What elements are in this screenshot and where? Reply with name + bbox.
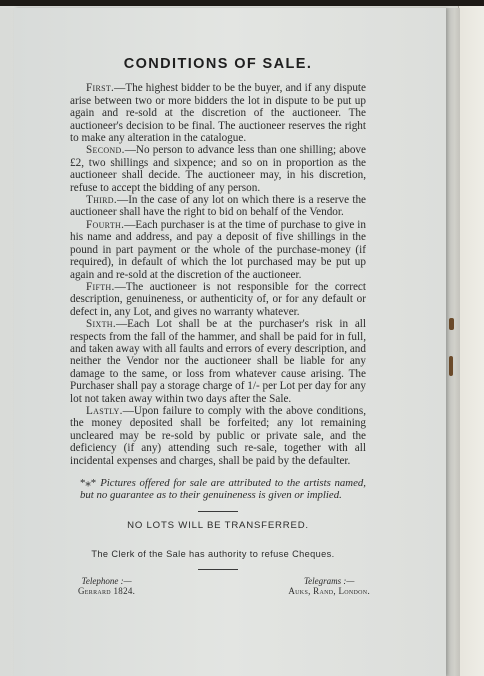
transfer-notice: NO LOTS WILL BE TRANSFERRED. [127,520,309,531]
clause-lead: Fourth. [86,218,125,231]
clause-lead: Second. [86,144,125,157]
page-title: CONDITIONS OF SALE. [123,56,313,72]
telegrams-label: Telegrams :— [303,575,355,586]
divider [198,569,238,570]
clause-text: —Each Lot shall be at the purchaser's risk in all respects from the fall of the hammer, and shall be paid for in full, and taken away with all faults and errors of every description, and neither the Vendor nor the auctioneer shall be liable for any damage to the same, or loss from whatever cause arising. The Purchaser shall pay a storage charge of 1/- per Lot per day for any lot not taken away within two days after the Sale. [70,318,366,405]
paper-damage-mark [449,356,453,376]
attribution-note [80,477,366,501]
telephone-value: Gerrard 1824. [78,585,136,596]
clerk-notice: The Clerk of the Sale has authority to refuse Cheques. [91,549,335,560]
telegrams-block [288,576,370,596]
clause-text: —The highest bidder to be the buyer, and if any dispute arise between two or more bidders the lot in dispute to be put up again and re-sold at the discretion of the auctioneer. The auctioneer's decision to be final. The auctioneer reserves the right to make any alteration in the catalogue. [70,82,366,145]
clause-lead: Fifth. [86,280,115,293]
clause-first [70,82,366,144]
clause-fourth [70,219,366,281]
clause-text: —The auctioneer is not responsible for the correct description, genuineness, or authenticity of, or for any default or defect in, any Lot, and gives no warranty whatever. [70,280,366,318]
clause-lead: Sixth. [86,318,116,331]
contact-details [70,575,370,596]
telephone-label: Telephone :— [81,575,132,586]
clause-fifth [70,281,366,318]
adjacent-page-edge [458,6,484,676]
clause-lead: Third. [86,194,117,207]
clause-lastly [70,405,366,467]
clause-third [70,194,366,219]
divider [198,511,238,512]
clause-text: —In the case of any lot on which there is a reserve the auctioneer shall have the right to bid on behalf of the Vendor. [70,194,366,219]
clause-second [70,144,366,194]
clause-text: —Each purchaser is at the time of purchase to give in his name and address, and pay a deposit of five shillings in the pound in part payment or the whole of the purchase-money (if required), in default of which the lot purchased may be put up again and re-sold at the discretion of the auctioneer. [70,218,366,281]
top-shadow [0,0,484,6]
clause-sixth [70,318,366,405]
clause-lead: Lastly. [86,404,123,417]
telegrams-value: Auks, Rand, London. [288,585,370,596]
telephone-block [78,576,135,596]
clause-lead: First. [86,82,115,95]
page-gutter [446,8,460,676]
clause-text: —Upon failure to comply with the above conditions, the money deposited shall be forfeited; any lot remaining uncleared may be re-sold by public or private sale, and the deficiency (if any) attending such re-sale, together with all incidental expenses and charges, shall be paid by the defaulter. [70,404,366,467]
note-text: Pictures offered for sale are attributed to the artists named, but no guarantee as to their genuineness is given or implied. [80,477,366,501]
clause-text: —No person to advance less than one shilling; above £2, two shillings and sixpence; and so on in proportion as the auctioneer shall decide. The auctioneer may, in his discretion, refuse to accept the bidding of any person. [70,144,366,194]
paper-damage-mark [449,318,454,330]
conditions-document [70,52,370,596]
asterism-icon: *⁎* [80,477,97,489]
